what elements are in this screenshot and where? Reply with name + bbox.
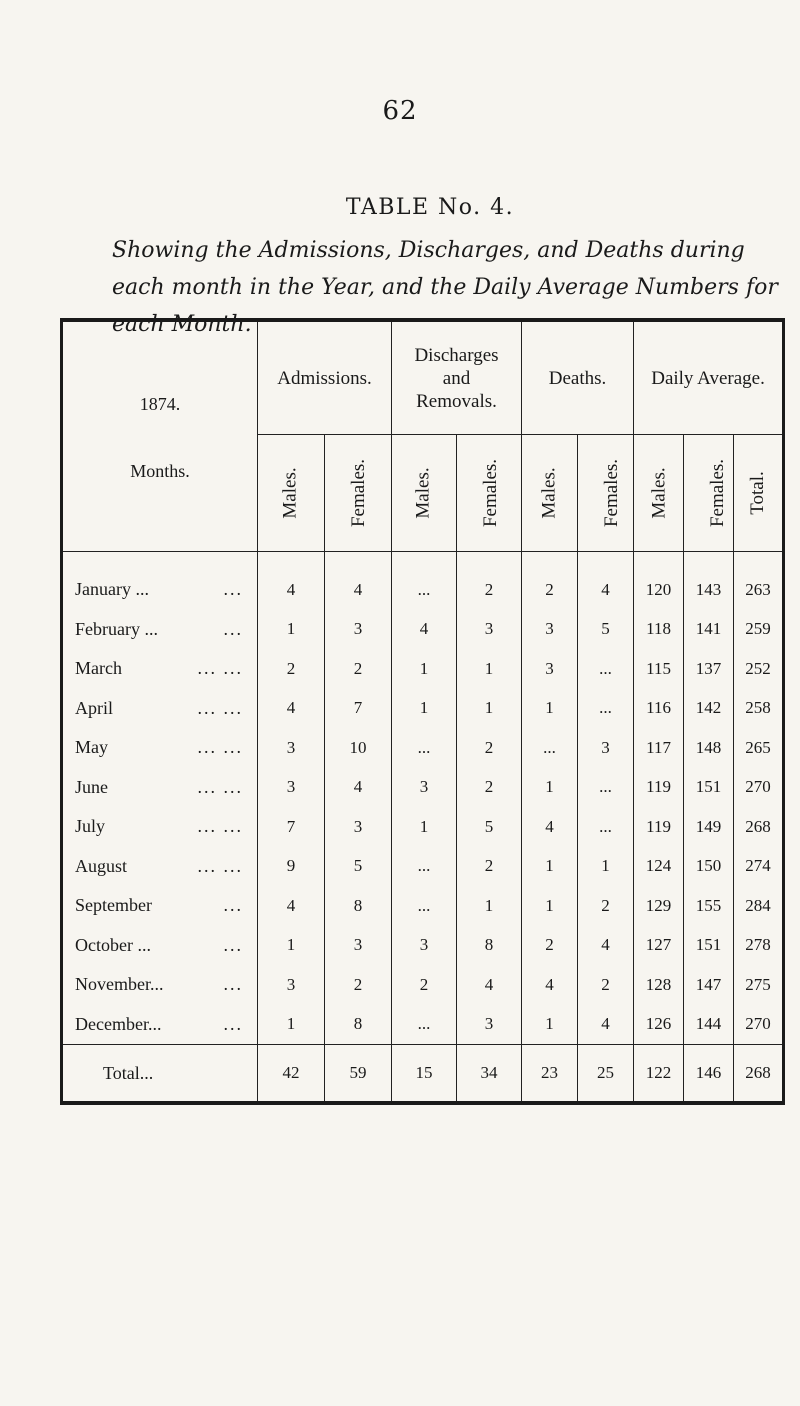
value-cell: ... [578,807,634,847]
value-cell: 142 [684,689,734,729]
value-cell: 126 [634,1005,684,1045]
value-cell: 270 [734,768,784,808]
value-cell: 268 [734,807,784,847]
discharges-header [392,320,522,435]
value-cell: 4 [522,807,578,847]
value-cell: 143 [684,570,734,610]
deaths-males-label: Males. [538,467,560,519]
month-cell [62,886,258,926]
value-cell: 115 [634,649,684,689]
value-cell: 4 [258,689,325,729]
value-cell: 2 [578,965,634,1005]
table-subtitle: Showing the Admissions, Discharges, and Deaths during each month in the Year, and the Daily Average Numbers for each Month. [112,238,778,337]
value-cell: 1 [392,689,457,729]
value-cell: ... [392,1005,457,1045]
value-cell: 1 [522,689,578,729]
value-cell: 4 [578,1005,634,1045]
value-cell: 141 [684,610,734,650]
month-name: April [75,697,113,718]
value-cell: 2 [522,926,578,966]
table-row [62,886,784,926]
table-row [62,728,784,768]
value-cell: 129 [634,886,684,926]
value-cell: 4 [457,965,522,1005]
month-name: January ... [75,579,149,600]
total-value-cell: 15 [392,1045,457,1104]
value-cell: 9 [258,847,325,887]
month-cell [62,768,258,808]
value-cell: 155 [684,886,734,926]
admissions-females-label: Females. [348,458,370,528]
value-cell: 1 [258,1005,325,1045]
value-cell: 124 [634,847,684,887]
total-row [62,1045,784,1104]
table-row [62,807,784,847]
month-cell [62,689,258,729]
total-value-cell: 25 [578,1045,634,1104]
monthly-statistics-table [60,318,785,1105]
value-cell: 8 [325,886,392,926]
value-cell: 119 [634,807,684,847]
value-cell: 274 [734,847,784,887]
total-value-cell: 268 [734,1045,784,1104]
value-cell: ... [522,728,578,768]
leader-dots: ... ... [197,658,243,679]
value-cell: 1 [457,649,522,689]
value-cell: 148 [684,728,734,768]
value-cell: 4 [392,610,457,650]
deaths-females-header [578,435,634,552]
value-cell: 144 [684,1005,734,1045]
value-cell: 151 [684,768,734,808]
spacer-row [62,552,784,571]
discharges-females-header [457,435,522,552]
average-males-header [634,435,684,552]
table-row [62,965,784,1005]
leader-dots: ... [223,895,243,916]
year-label: 1874. [139,394,181,414]
table-body [62,552,784,1104]
value-cell: 275 [734,965,784,1005]
value-cell: 5 [325,847,392,887]
value-cell: 263 [734,570,784,610]
value-cell: 258 [734,689,784,729]
average-total-label: Total. [747,471,769,515]
value-cell: 4 [325,768,392,808]
value-cell: 3 [522,610,578,650]
value-cell: ... [578,649,634,689]
value-cell: ... [392,570,457,610]
value-cell: 3 [392,768,457,808]
value-cell: 284 [734,886,784,926]
month-cell [62,847,258,887]
value-cell: ... [392,847,457,887]
value-cell: 1 [522,886,578,926]
value-cell: 147 [684,965,734,1005]
value-cell: 4 [258,570,325,610]
value-cell: 1 [392,807,457,847]
value-cell: 1 [457,886,522,926]
discharges-males-header [392,435,457,552]
admissions-males-header [258,435,325,552]
value-cell: 2 [522,570,578,610]
value-cell: 278 [734,926,784,966]
leader-dots: ... ... [197,737,243,758]
value-cell: 2 [457,847,522,887]
value-cell: 3 [457,1005,522,1045]
value-cell: 151 [684,926,734,966]
value-cell: 4 [258,886,325,926]
month-name: November... [75,974,164,995]
leader-dots: ... [223,934,243,955]
value-cell: 2 [392,965,457,1005]
month-cell [62,610,258,650]
deaths-females-label: Females. [601,458,623,528]
value-cell: 1 [522,1005,578,1045]
value-cell: 8 [325,1005,392,1045]
value-cell: 137 [684,649,734,689]
value-cell: 1 [578,847,634,887]
month-name: August [75,855,128,876]
leader-dots: ... ... [197,776,243,797]
table-row [62,570,784,610]
value-cell: 259 [734,610,784,650]
value-cell: 1 [457,689,522,729]
value-cell: 4 [522,965,578,1005]
value-cell: 10 [325,728,392,768]
value-cell: 5 [457,807,522,847]
value-cell: 1 [522,768,578,808]
value-cell: 2 [457,570,522,610]
value-cell: 270 [734,1005,784,1045]
value-cell: ... [578,768,634,808]
table-title: TABLE No. 4. [345,195,515,220]
leader-dots: ... ... [197,697,243,718]
value-cell: ... [392,728,457,768]
month-cell [62,728,258,768]
month-cell [62,926,258,966]
value-cell: 120 [634,570,684,610]
month-cell [62,649,258,689]
value-cell: 265 [734,728,784,768]
value-cell: 3 [325,610,392,650]
month-cell [62,965,258,1005]
leader-dots: ... [139,1062,154,1083]
leader-dots: ... [223,1013,243,1034]
value-cell: 7 [325,689,392,729]
leader-dots: ... ... [197,855,243,876]
table-row [62,649,784,689]
deaths-males-header [522,435,578,552]
month-name: March [75,658,122,679]
value-cell: 4 [578,926,634,966]
average-females-label: Females. [707,458,729,528]
month-name: May [75,737,108,758]
month-name: February ... [75,618,158,639]
value-cell: 119 [634,768,684,808]
value-cell: 118 [634,610,684,650]
value-cell: 2 [578,886,634,926]
deaths-header: Deaths. [522,320,634,435]
value-cell: 252 [734,649,784,689]
value-cell: 8 [457,926,522,966]
leader-dots: ... [223,579,243,600]
daily-average-header: Daily Average. [634,320,784,435]
value-cell: 3 [522,649,578,689]
value-cell: 3 [325,926,392,966]
discharges-females-label: Females. [480,458,502,528]
month-name: December... [75,1013,162,1034]
value-cell: 3 [457,610,522,650]
value-cell: 1 [522,847,578,887]
value-cell: 127 [634,926,684,966]
value-cell: 3 [392,926,457,966]
value-cell: 5 [578,610,634,650]
total-value-cell: 59 [325,1045,392,1104]
value-cell: 3 [325,807,392,847]
total-value-cell: 146 [684,1045,734,1104]
table-row [62,610,784,650]
admissions-males-label: Males. [280,467,301,519]
discharges-males-label: Males. [413,467,434,519]
value-cell: 2 [457,768,522,808]
value-cell: 3 [258,728,325,768]
month-cell [62,807,258,847]
month-name: June [75,776,108,797]
value-cell: 2 [457,728,522,768]
month-cell [62,570,258,610]
month-name: July [75,816,106,837]
value-cell: ... [392,886,457,926]
value-cell: 7 [258,807,325,847]
average-males-label: Males. [648,467,670,519]
total-label-cell [62,1045,258,1104]
total-value-cell: 42 [258,1045,325,1104]
table-row [62,768,784,808]
value-cell: 149 [684,807,734,847]
total-label: Total [103,1062,140,1083]
leader-dots: ... [223,974,243,995]
value-cell: 1 [392,649,457,689]
value-cell: 117 [634,728,684,768]
month-name: September [75,895,152,916]
value-cell: 3 [258,965,325,1005]
admissions-header: Admissions. [258,320,392,435]
leader-dots: ... [223,618,243,639]
leader-dots: ... ... [197,816,243,837]
month-name: October ... [75,934,151,955]
months-label: Months. [130,461,190,481]
table-row [62,1005,784,1045]
value-cell: 2 [325,965,392,1005]
table-row [62,847,784,887]
table-row [62,926,784,966]
month-cell [62,1005,258,1045]
value-cell: 116 [634,689,684,729]
value-cell: 2 [325,649,392,689]
value-cell: 3 [578,728,634,768]
value-cell: 2 [258,649,325,689]
admissions-females-header [325,435,392,552]
average-females-header [684,435,734,552]
discharges-header-text: Discharges and Removals. [414,344,499,412]
value-cell: 150 [684,847,734,887]
value-cell: 1 [258,926,325,966]
value-cell: 4 [578,570,634,610]
value-cell: 4 [325,570,392,610]
value-cell: 128 [634,965,684,1005]
row-label-header [62,320,258,552]
total-value-cell: 23 [522,1045,578,1104]
value-cell: 3 [258,768,325,808]
page-number: 62 [382,96,418,126]
total-value-cell: 122 [634,1045,684,1104]
value-cell: ... [578,689,634,729]
total-value-cell: 34 [457,1045,522,1104]
table-row [62,689,784,729]
value-cell: 1 [258,610,325,650]
average-total-header [734,435,784,552]
